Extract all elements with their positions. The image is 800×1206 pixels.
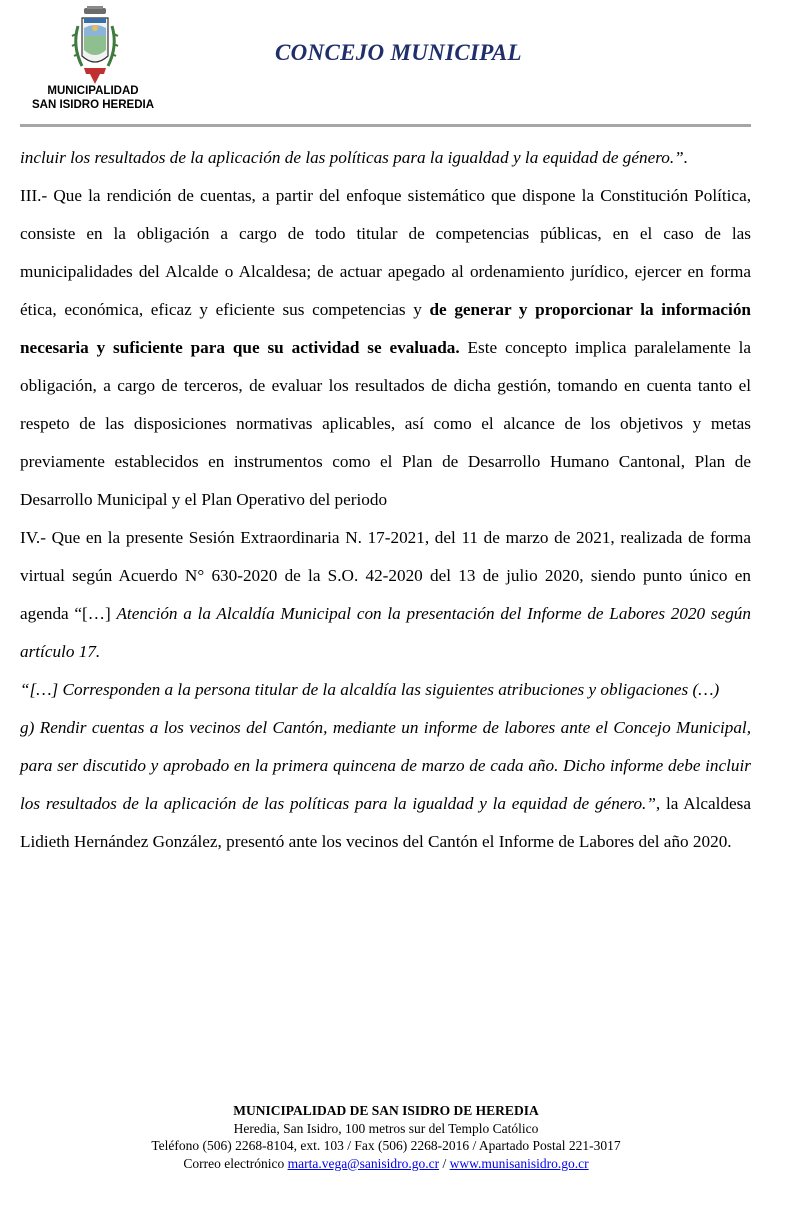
footer-email-label: Correo electrónico — [183, 1155, 288, 1171]
paragraph-iii-start: III.- Que la rendición de cuentas, a partir del enfoque sistemático que dispone la Constitución Política, consiste en la obligación a cargo de todo titular de competencias públicas, en el caso de las municipalidades del Alcalde o Alcaldesa; de actuar apegado al ordenamiento jurídico, ejercer en forma ética, económica, eficaz y eficiente sus competencias y — [20, 186, 751, 319]
paragraph-iv-italic: Atención a la Alcaldía Municipal con la presentación del Informe de Labores 2020 según artículo 17. — [20, 604, 751, 661]
quote-item-g-end: , la Alcaldesa Lidieth Hernández González, presentó ante los vecinos del Cantón el Informe de Labores del año 2020. — [20, 794, 752, 851]
org-name-line1: MUNICIPALIDAD — [47, 85, 139, 97]
quote-intro-italic: “[…] Corresponden a la persona titular de la alcaldía las siguientes atribuciones y obligaciones (…) — [20, 680, 720, 699]
footer-contact — [0, 1155, 772, 1173]
quote-item-g — [20, 709, 751, 861]
quote-intro — [20, 671, 751, 709]
paragraph-iii — [20, 177, 751, 519]
footer-separator: / — [439, 1155, 450, 1171]
page-header — [0, 0, 800, 130]
paragraph-iv — [20, 519, 751, 671]
organization-name — [18, 84, 168, 112]
paragraph-iii-bold: de generar y proporcionar la información necesaria y suficiente para que su actividad se evaluada. — [20, 300, 751, 357]
council-title: CONCEJO MUNICIPAL — [275, 40, 522, 65]
quote-item-g-italic: g) Rendir cuentas a los vecinos del Cantón, mediante un informe de labores ante el Concejo Municipal, para ser discutido y aprobado en la primera quincena de marzo de cada año. Dicho informe debe incluir los resultados de la aplicación de las políticas para la igualdad y la equidad de género.” — [20, 718, 751, 813]
paragraph-continuation — [20, 139, 751, 177]
municipal-coat-of-arms-icon — [70, 6, 120, 86]
footer-address: Heredia, San Isidro, 100 metros sur del Templo Católico — [233, 1120, 539, 1136]
footer-phones: Teléfono (506) 2268-8104, ext. 103 / Fax (506) 2268-2016 / Apartado Postal 221-3017 — [151, 1138, 621, 1153]
continuation-italic-text: incluir los resultados de la aplicación de las políticas para la igualdad y la equidad de género.”. — [20, 148, 689, 167]
footer-email-link[interactable]: marta.vega@sanisidro.go.cr — [287, 1155, 440, 1171]
page-footer — [0, 1102, 772, 1172]
paragraph-iii-end: Este concepto implica paralelamente la obligación, a cargo de terceros, de evaluar los resultados de dicha gestión, tomando en cuenta tanto el respeto de las disposiciones normativas aplicables, así como el alcance de los objetivos y metas previamente establecidos en instrumentos como el Plan de Desarrollo Humano Cantonal, Plan de Desarrollo Municipal y el Plan Operativo del periodo — [20, 338, 751, 509]
org-name-line2: SAN ISIDRO HEREDIA — [31, 99, 155, 111]
footer-title: MUNICIPALIDAD DE SAN ISIDRO DE HEREDIA — [233, 1103, 539, 1118]
document-body — [20, 139, 751, 861]
header-divider — [20, 124, 751, 127]
footer-website-link[interactable]: www.munisanisidro.go.cr — [449, 1155, 589, 1171]
paragraph-iv-start: IV.- Que en la presente Sesión Extraordinaria N. 17-2021, del 11 de marzo de 2021, realizada de forma virtual según Acuerdo N° 630-2020 de la S.O. 42-2020 del 13 de julio 2020, siendo punto único en agenda “[…] — [20, 528, 751, 623]
